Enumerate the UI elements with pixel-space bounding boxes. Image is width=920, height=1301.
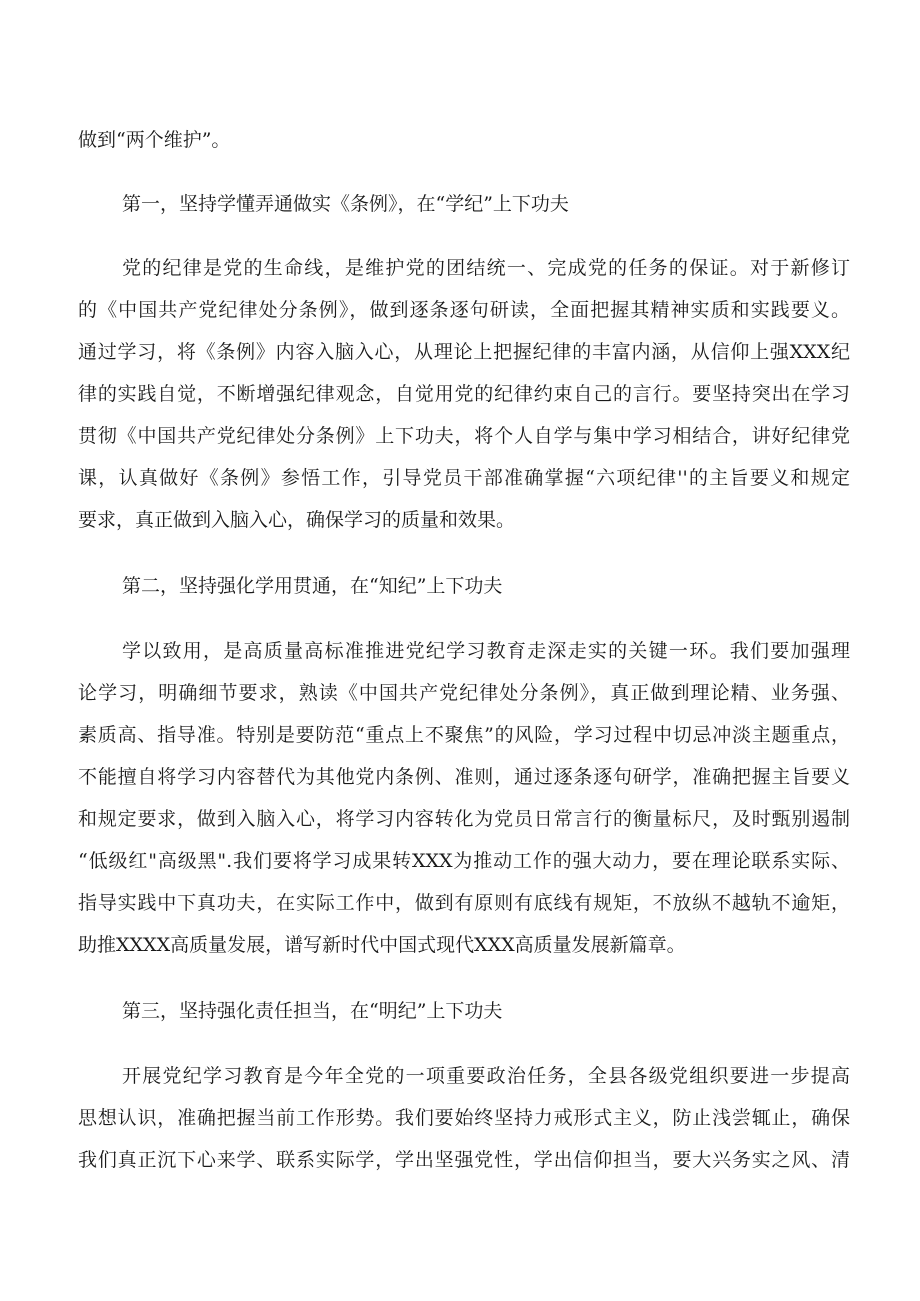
paragraph-line: 助推XXXX高质量发展，谱写新时代中国式现代XXX高质量发展新篇章。	[78, 934, 686, 956]
paragraph-line: 我们真正沉下心来学、联系实际学，学出坚强党性，学出信仰担当，要大兴务实之风、清	[78, 1149, 850, 1171]
paragraph-line: 做到“两个维护”。	[78, 129, 231, 151]
section-heading-3: 第三，坚持强化责任担当，在“明纪”上下功夫	[122, 1000, 503, 1022]
paragraph-line: 指导实践中下真功夫，在实际工作中，做到有原则有底线有规矩，不放纵不越轨不逾矩，	[78, 892, 850, 914]
paragraph-line: “低级红"高级黑".我们要将学习成果转XXX为推动工作的强大动力，要在理论联系实际、	[78, 850, 850, 872]
paragraph-line: 论学习，明确细节要求，熟读《中国共产党纪律处分条例》，真正做到理论精、业务强、	[78, 682, 850, 704]
paragraph-line: 课，认真做好《条例》参悟工作，引导党员干部准确掌握“六项纪律''的主旨要义和规定	[78, 467, 850, 489]
paragraph-line: 的《中国共产党纪律处分条例》，做到逐条逐句研读，全面把握其精神实质和实践要义。	[78, 299, 850, 321]
paragraph-line: 开展党纪学习教育是今年全党的一项重要政治任务，全县各级党组织要进一步提高	[122, 1065, 850, 1087]
paragraph-line: 党的纪律是党的生命线，是维护党的团结统一、完成党的任务的保证。对于新修订	[122, 257, 850, 279]
paragraph-line: 素质高、指导准。特别是要防范“重点上不聚焦”的风险，学习过程中切忌冲淡主题重点，	[78, 724, 850, 746]
paragraph-line: 不能擅自将学习内容替代为其他党内条例、准则，通过逐条逐句研学，准确把握主旨要义	[78, 766, 850, 788]
paragraph-line: 律的实践自觉，不断增强纪律观念，自觉用党的纪律约束自己的言行。要坚持突出在学习	[78, 383, 850, 405]
paragraph-line: 思想认识，准确把握当前工作形势。我们要始终坚持力戒形式主义，防止浅尝辄止，确保	[78, 1107, 850, 1129]
paragraph-line: 贯彻《中国共产党纪律处分条例》上下功夫，将个人自学与集中学习相结合，讲好纪律党	[78, 425, 850, 447]
paragraph-line: 要求，真正做到入脑入心，确保学习的质量和效果。	[78, 509, 516, 531]
paragraph-line: 学以致用，是高质量高标准推进党纪学习教育走深走实的关键一环。我们要加强理	[122, 640, 850, 662]
section-heading-1: 第一，坚持学懂弄通做实《条例》，在“学纪”上下功夫	[122, 193, 569, 215]
section-heading-2: 第二，坚持强化学用贯通，在“知纪”上下功夫	[122, 575, 503, 597]
paragraph-line: 通过学习，将《条例》内容入脑入心，从理论上把握纪律的丰富内涵，从信仰上强XXX纪	[78, 341, 850, 363]
paragraph-line: 和规定要求，做到入脑入心，将学习内容转化为党员日常言行的衡量标尺，及时甄别遏制	[78, 808, 850, 830]
